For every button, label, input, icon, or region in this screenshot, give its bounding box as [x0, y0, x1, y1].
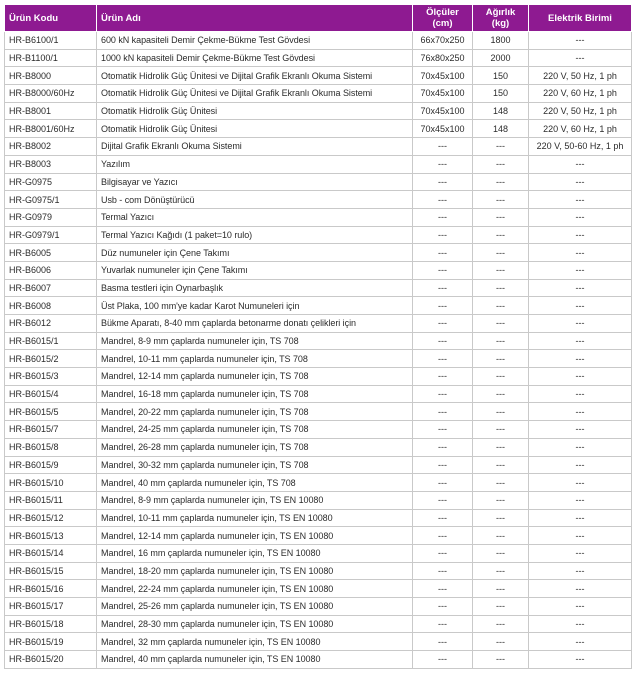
table-row: [5, 509, 632, 527]
cell-product-name: Otomatik Hidrolik Güç Ünitesi ve Dijital Grafik Ekranlı Okuma Sistemi: [97, 85, 413, 103]
cell-weight: ---: [473, 244, 529, 262]
table-row: [5, 651, 632, 669]
cell-dimensions: ---: [413, 491, 473, 509]
cell-product-code: HR-B8000: [5, 67, 97, 85]
cell-electric-unit: ---: [529, 279, 632, 297]
cell-product-name: Mandrel, 12-14 mm çaplarda numuneler için, TS 708: [97, 368, 413, 386]
product-table-container: [4, 4, 631, 669]
cell-weight: ---: [473, 368, 529, 386]
cell-dimensions: ---: [413, 438, 473, 456]
cell-electric-unit: ---: [529, 173, 632, 191]
cell-product-name: Yazılım: [97, 155, 413, 173]
cell-dimensions: ---: [413, 226, 473, 244]
cell-product-code: HR-B6015/17: [5, 598, 97, 616]
cell-weight: ---: [473, 633, 529, 651]
cell-product-name: Mandrel, 10-11 mm çaplarda numuneler için, TS 708: [97, 350, 413, 368]
cell-product-code: HR-B6015/3: [5, 368, 97, 386]
cell-dimensions: 70x45x100: [413, 102, 473, 120]
cell-dimensions: 70x45x100: [413, 85, 473, 103]
header-dimensions: Ölçüler (cm): [413, 5, 473, 32]
table-row: [5, 421, 632, 439]
cell-electric-unit: ---: [529, 509, 632, 527]
cell-product-name: Otomatik Hidrolik Güç Ünitesi: [97, 120, 413, 138]
cell-dimensions: ---: [413, 261, 473, 279]
cell-dimensions: ---: [413, 244, 473, 262]
cell-product-name: Mandrel, 28-30 mm çaplarda numuneler için, TS EN 10080: [97, 615, 413, 633]
table-row: [5, 138, 632, 156]
table-row: [5, 85, 632, 103]
cell-product-code: HR-B6015/13: [5, 527, 97, 545]
cell-weight: ---: [473, 261, 529, 279]
table-row: [5, 633, 632, 651]
cell-dimensions: ---: [413, 385, 473, 403]
cell-dimensions: ---: [413, 297, 473, 315]
table-row: [5, 350, 632, 368]
cell-product-name: Mandrel, 24-25 mm çaplarda numuneler için, TS 708: [97, 421, 413, 439]
cell-product-code: HR-B6015/2: [5, 350, 97, 368]
cell-product-code: HR-B8001/60Hz: [5, 120, 97, 138]
table-header: [5, 5, 632, 32]
table-row: [5, 102, 632, 120]
cell-electric-unit: ---: [529, 32, 632, 50]
cell-product-code: HR-B6015/19: [5, 633, 97, 651]
header-row: [5, 5, 632, 32]
cell-product-name: Mandrel, 40 mm çaplarda numuneler için, TS 708: [97, 474, 413, 492]
cell-product-code: HR-B6015/14: [5, 544, 97, 562]
cell-product-code: HR-B8003: [5, 155, 97, 173]
table-row: [5, 474, 632, 492]
cell-weight: 2000: [473, 49, 529, 67]
cell-dimensions: ---: [413, 580, 473, 598]
cell-weight: ---: [473, 491, 529, 509]
cell-dimensions: ---: [413, 562, 473, 580]
cell-product-code: HR-B1100/1: [5, 49, 97, 67]
table-row: [5, 173, 632, 191]
cell-weight: ---: [473, 456, 529, 474]
cell-weight: ---: [473, 580, 529, 598]
cell-product-name: Usb - com Dönüştürücü: [97, 191, 413, 209]
cell-dimensions: 66x70x250: [413, 32, 473, 50]
cell-electric-unit: ---: [529, 315, 632, 333]
table-row: [5, 279, 632, 297]
cell-product-name: Yuvarlak numuneler için Çene Takımı: [97, 261, 413, 279]
header-product-code: Ürün Kodu: [5, 5, 97, 32]
cell-product-name: Mandrel, 18-20 mm çaplarda numuneler için, TS EN 10080: [97, 562, 413, 580]
cell-weight: ---: [473, 562, 529, 580]
cell-product-name: Termal Yazıcı: [97, 208, 413, 226]
header-weight: Ağırlık (kg): [473, 5, 529, 32]
cell-product-code: HR-B6015/12: [5, 509, 97, 527]
cell-dimensions: ---: [413, 651, 473, 669]
table-row: [5, 244, 632, 262]
cell-weight: 150: [473, 85, 529, 103]
cell-weight: ---: [473, 315, 529, 333]
cell-dimensions: 76x80x250: [413, 49, 473, 67]
cell-weight: ---: [473, 615, 529, 633]
cell-electric-unit: ---: [529, 562, 632, 580]
cell-dimensions: ---: [413, 403, 473, 421]
cell-product-name: Düz numuneler için Çene Takımı: [97, 244, 413, 262]
table-row: [5, 438, 632, 456]
cell-product-name: Mandrel, 16-18 mm çaplarda numuneler için, TS 708: [97, 385, 413, 403]
cell-dimensions: ---: [413, 332, 473, 350]
cell-product-name: Mandrel, 32 mm çaplarda numuneler için, TS EN 10080: [97, 633, 413, 651]
cell-product-code: HR-B6015/8: [5, 438, 97, 456]
cell-weight: 148: [473, 102, 529, 120]
cell-weight: ---: [473, 598, 529, 616]
cell-dimensions: ---: [413, 191, 473, 209]
cell-weight: ---: [473, 226, 529, 244]
table-row: [5, 67, 632, 85]
cell-dimensions: ---: [413, 598, 473, 616]
table-row: [5, 491, 632, 509]
cell-product-code: HR-G0979: [5, 208, 97, 226]
cell-electric-unit: ---: [529, 191, 632, 209]
cell-weight: ---: [473, 509, 529, 527]
cell-product-name: Mandrel, 25-26 mm çaplarda numuneler için, TS EN 10080: [97, 598, 413, 616]
cell-dimensions: ---: [413, 421, 473, 439]
cell-electric-unit: ---: [529, 332, 632, 350]
table-row: [5, 297, 632, 315]
cell-product-code: HR-G0975/1: [5, 191, 97, 209]
cell-electric-unit: ---: [529, 208, 632, 226]
cell-dimensions: ---: [413, 527, 473, 545]
table-row: [5, 332, 632, 350]
table-row: [5, 615, 632, 633]
cell-dimensions: ---: [413, 155, 473, 173]
cell-product-code: HR-B6012: [5, 315, 97, 333]
cell-electric-unit: ---: [529, 598, 632, 616]
cell-product-name: Mandrel, 12-14 mm çaplarda numuneler için, TS EN 10080: [97, 527, 413, 545]
cell-product-name: Basma testleri için Oynarbaşlık: [97, 279, 413, 297]
table-body: [5, 32, 632, 669]
cell-electric-unit: ---: [529, 297, 632, 315]
cell-electric-unit: ---: [529, 155, 632, 173]
cell-weight: 148: [473, 120, 529, 138]
table-row: [5, 544, 632, 562]
cell-dimensions: 70x45x100: [413, 67, 473, 85]
cell-product-name: 600 kN kapasiteli Demir Çekme-Bükme Test Gövdesi: [97, 32, 413, 50]
cell-electric-unit: ---: [529, 421, 632, 439]
cell-electric-unit: ---: [529, 438, 632, 456]
cell-product-name: Mandrel, 40 mm çaplarda numuneler için, TS EN 10080: [97, 651, 413, 669]
header-electric-unit: Elektrik Birimi: [529, 5, 632, 32]
cell-weight: 1800: [473, 32, 529, 50]
cell-dimensions: 70x45x100: [413, 120, 473, 138]
cell-weight: ---: [473, 385, 529, 403]
cell-electric-unit: ---: [529, 403, 632, 421]
table-row: [5, 208, 632, 226]
cell-electric-unit: 220 V, 50 Hz, 1 ph: [529, 102, 632, 120]
cell-dimensions: ---: [413, 368, 473, 386]
cell-product-code: HR-B6008: [5, 297, 97, 315]
cell-weight: 150: [473, 67, 529, 85]
cell-product-name: Mandrel, 20-22 mm çaplarda numuneler için, TS 708: [97, 403, 413, 421]
table-row: [5, 580, 632, 598]
cell-weight: ---: [473, 421, 529, 439]
table-row: [5, 456, 632, 474]
cell-product-code: HR-B6015/9: [5, 456, 97, 474]
cell-product-code: HR-B6015/20: [5, 651, 97, 669]
cell-product-name: Bilgisayar ve Yazıcı: [97, 173, 413, 191]
cell-product-code: HR-B6015/7: [5, 421, 97, 439]
table-row: [5, 527, 632, 545]
cell-product-name: Mandrel, 30-32 mm çaplarda numuneler için, TS 708: [97, 456, 413, 474]
cell-dimensions: ---: [413, 173, 473, 191]
cell-dimensions: ---: [413, 615, 473, 633]
cell-product-code: HR-B6015/11: [5, 491, 97, 509]
cell-product-code: HR-G0979/1: [5, 226, 97, 244]
table-row: [5, 49, 632, 67]
product-table: [4, 4, 632, 669]
cell-dimensions: ---: [413, 456, 473, 474]
cell-product-code: HR-B6015/15: [5, 562, 97, 580]
cell-weight: ---: [473, 208, 529, 226]
table-row: [5, 598, 632, 616]
cell-electric-unit: ---: [529, 633, 632, 651]
cell-electric-unit: ---: [529, 580, 632, 598]
table-row: [5, 368, 632, 386]
cell-product-code: HR-B8000/60Hz: [5, 85, 97, 103]
cell-product-name: Üst Plaka, 100 mm'ye kadar Karot Numuneleri için: [97, 297, 413, 315]
table-row: [5, 32, 632, 50]
cell-electric-unit: ---: [529, 261, 632, 279]
cell-electric-unit: ---: [529, 350, 632, 368]
table-row: [5, 562, 632, 580]
cell-dimensions: ---: [413, 350, 473, 368]
cell-electric-unit: ---: [529, 456, 632, 474]
cell-electric-unit: ---: [529, 491, 632, 509]
cell-electric-unit: ---: [529, 244, 632, 262]
table-row: [5, 261, 632, 279]
cell-dimensions: ---: [413, 633, 473, 651]
cell-product-name: Mandrel, 8-9 mm çaplarda numuneler için, TS EN 10080: [97, 491, 413, 509]
table-row: [5, 315, 632, 333]
cell-weight: ---: [473, 527, 529, 545]
cell-electric-unit: ---: [529, 368, 632, 386]
cell-weight: ---: [473, 279, 529, 297]
cell-product-code: HR-B6015/18: [5, 615, 97, 633]
cell-product-name: Mandrel, 16 mm çaplarda numuneler için, TS EN 10080: [97, 544, 413, 562]
cell-product-code: HR-B6015/10: [5, 474, 97, 492]
cell-electric-unit: 220 V, 60 Hz, 1 ph: [529, 85, 632, 103]
cell-weight: ---: [473, 474, 529, 492]
cell-electric-unit: ---: [529, 615, 632, 633]
cell-electric-unit: 220 V, 50 Hz, 1 ph: [529, 67, 632, 85]
cell-product-name: Dijital Grafik Ekranlı Okuma Sistemi: [97, 138, 413, 156]
cell-dimensions: ---: [413, 315, 473, 333]
table-row: [5, 120, 632, 138]
cell-dimensions: ---: [413, 544, 473, 562]
cell-weight: ---: [473, 544, 529, 562]
cell-weight: ---: [473, 138, 529, 156]
cell-dimensions: ---: [413, 474, 473, 492]
cell-weight: ---: [473, 191, 529, 209]
cell-electric-unit: ---: [529, 474, 632, 492]
cell-product-code: HR-B6006: [5, 261, 97, 279]
cell-product-code: HR-B8001: [5, 102, 97, 120]
cell-product-name: Termal Yazıcı Kağıdı (1 paket=10 rulo): [97, 226, 413, 244]
cell-electric-unit: ---: [529, 226, 632, 244]
cell-electric-unit: ---: [529, 385, 632, 403]
cell-weight: ---: [473, 350, 529, 368]
header-product-name: Ürün Adı: [97, 5, 413, 32]
cell-product-code: HR-B8002: [5, 138, 97, 156]
cell-weight: ---: [473, 332, 529, 350]
cell-product-code: HR-B6015/5: [5, 403, 97, 421]
cell-dimensions: ---: [413, 208, 473, 226]
cell-product-code: HR-B6007: [5, 279, 97, 297]
cell-weight: ---: [473, 403, 529, 421]
table-row: [5, 155, 632, 173]
cell-electric-unit: 220 V, 50-60 Hz, 1 ph: [529, 138, 632, 156]
cell-dimensions: ---: [413, 509, 473, 527]
table-row: [5, 385, 632, 403]
cell-product-code: HR-G0975: [5, 173, 97, 191]
cell-product-name: Otomatik Hidrolik Güç Ünitesi: [97, 102, 413, 120]
cell-weight: ---: [473, 173, 529, 191]
table-row: [5, 226, 632, 244]
cell-weight: ---: [473, 155, 529, 173]
table-row: [5, 191, 632, 209]
cell-electric-unit: 220 V, 60 Hz, 1 ph: [529, 120, 632, 138]
cell-product-name: 1000 kN kapasiteli Demir Çekme-Bükme Test Gövdesi: [97, 49, 413, 67]
cell-product-name: Mandrel, 8-9 mm çaplarda numuneler için, TS 708: [97, 332, 413, 350]
cell-electric-unit: ---: [529, 527, 632, 545]
cell-product-name: Otomatik Hidrolik Güç Ünitesi ve Dijital Grafik Ekranlı Okuma Sistemi: [97, 67, 413, 85]
cell-product-code: HR-B6015/1: [5, 332, 97, 350]
cell-weight: ---: [473, 438, 529, 456]
cell-product-name: Mandrel, 22-24 mm çaplarda numuneler için, TS EN 10080: [97, 580, 413, 598]
cell-electric-unit: ---: [529, 49, 632, 67]
cell-product-code: HR-B6015/4: [5, 385, 97, 403]
cell-product-code: HR-B6005: [5, 244, 97, 262]
cell-product-name: Mandrel, 10-11 mm çaplarda numuneler için, TS EN 10080: [97, 509, 413, 527]
cell-product-code: HR-B6015/16: [5, 580, 97, 598]
cell-weight: ---: [473, 297, 529, 315]
cell-electric-unit: ---: [529, 651, 632, 669]
cell-electric-unit: ---: [529, 544, 632, 562]
table-row: [5, 403, 632, 421]
cell-product-name: Bükme Aparatı, 8-40 mm çaplarda betonarme donatı çelikleri için: [97, 315, 413, 333]
cell-dimensions: ---: [413, 138, 473, 156]
cell-dimensions: ---: [413, 279, 473, 297]
cell-product-code: HR-B6100/1: [5, 32, 97, 50]
cell-weight: ---: [473, 651, 529, 669]
cell-product-name: Mandrel, 26-28 mm çaplarda numuneler için, TS 708: [97, 438, 413, 456]
